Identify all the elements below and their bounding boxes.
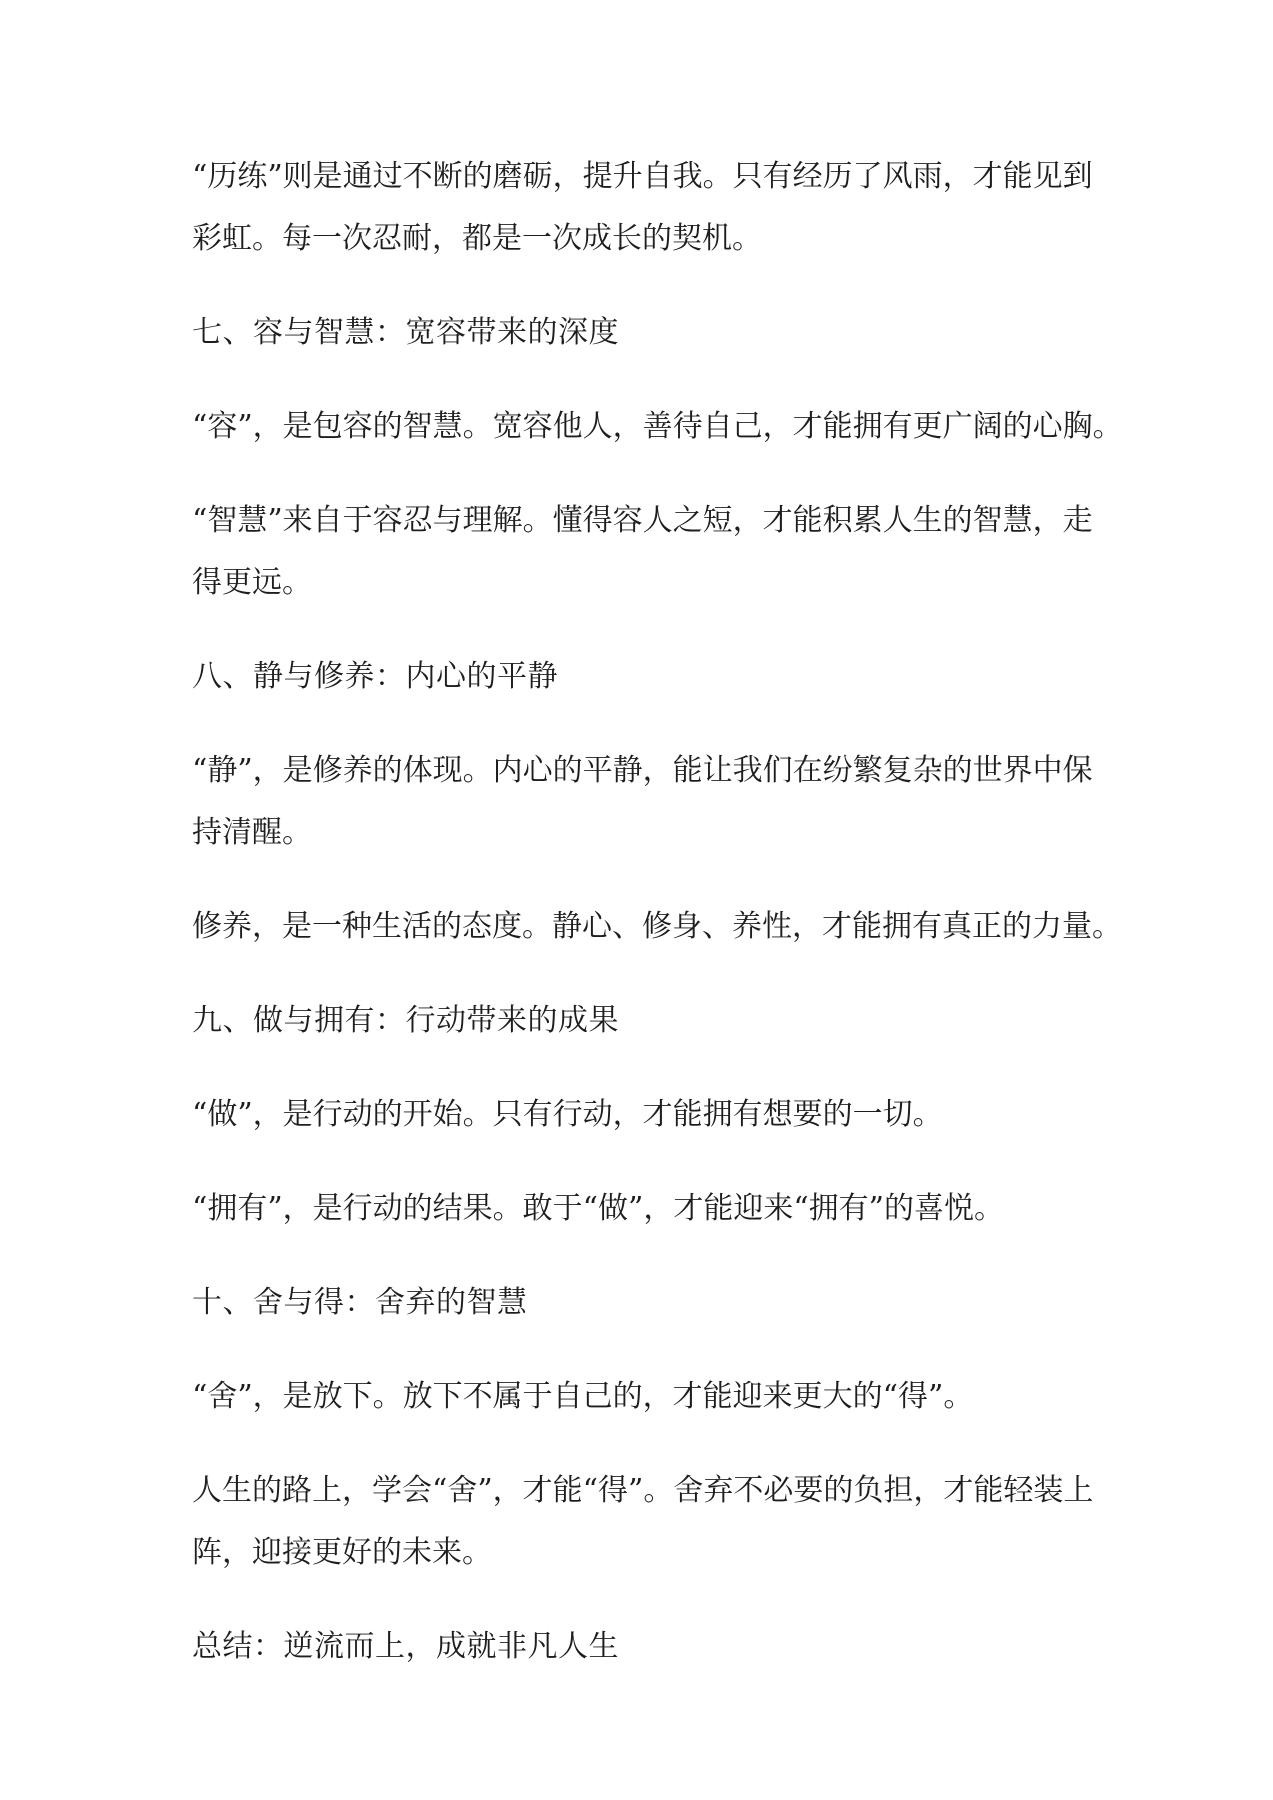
section-heading-8: [192, 646, 1092, 708]
paragraph-training: [192, 146, 1092, 270]
heading-text: 八、静与修养：内心的平静: [192, 659, 558, 694]
section-heading-10: [192, 1272, 1092, 1334]
paragraph-wisdom: [192, 490, 1092, 614]
paragraph-calm: [192, 740, 1092, 864]
text-line: 修养，是一种生活的态度。静心、修身、养性，才能拥有真正的力量。: [192, 909, 1122, 944]
summary-heading: [192, 1616, 1092, 1678]
text-line: “智慧”来自于容忍与理解。懂得容人之短，才能积累人生的智慧，走: [192, 503, 1093, 538]
paragraph-having: [192, 1178, 1092, 1240]
paragraph-doing: [192, 1084, 1092, 1146]
paragraph-letting-go: [192, 1366, 1092, 1428]
paragraph-life-road: [192, 1460, 1092, 1584]
text-line: 彩虹。每一次忍耐，都是一次成长的契机。: [192, 221, 762, 256]
section-heading-9: [192, 990, 1092, 1052]
heading-text: 七、容与智慧：宽容带来的深度: [192, 315, 619, 350]
text-line: “静”，是修养的体现。内心的平静，能让我们在纷繁复杂的世界中保: [192, 753, 1093, 788]
text-line: “拥有”，是行动的结果。敢于“做”，才能迎来“拥有”的喜悦。: [192, 1191, 1005, 1226]
heading-text: 九、做与拥有：行动带来的成果: [192, 1003, 619, 1038]
text-line: “做”，是行动的开始。只有行动，才能拥有想要的一切。: [192, 1097, 943, 1132]
document-body: [192, 146, 1123, 1710]
text-line: “历练”则是通过不断的磨砺，提升自我。只有经历了风雨，才能见到: [192, 159, 1093, 194]
paragraph-cultivation: [192, 896, 1122, 958]
text-line: 阵，迎接更好的未来。: [192, 1535, 492, 1570]
text-line: “舍”，是放下。放下不属于自己的，才能迎来更大的“得”。: [192, 1379, 974, 1414]
text-line: 人生的路上，学会“舍”，才能“得”。舍弃不必要的负担，才能轻装上: [192, 1473, 1094, 1508]
paragraph-tolerance: [192, 396, 1123, 458]
heading-text: 总结：逆流而上，成就非凡人生: [192, 1629, 619, 1664]
heading-text: 十、舍与得：舍弃的智慧: [192, 1285, 528, 1320]
text-line: 得更远。: [192, 565, 312, 600]
text-line: “容”，是包容的智慧。宽容他人，善待自己，才能拥有更广阔的心胸。: [192, 409, 1123, 444]
text-line: 持清醒。: [192, 815, 312, 850]
section-heading-7: [192, 302, 1092, 364]
